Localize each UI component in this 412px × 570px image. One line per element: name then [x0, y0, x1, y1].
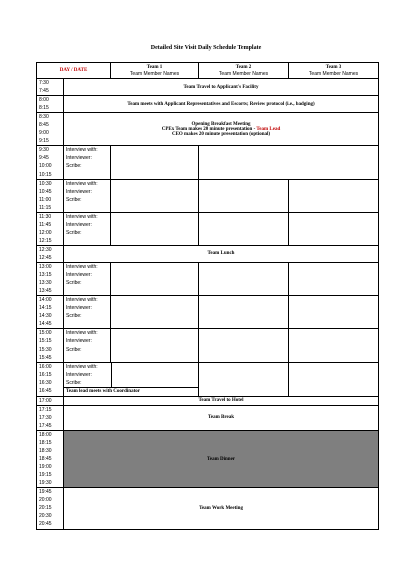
- time-block: 12:30 12:45: [37, 245, 64, 262]
- team-2-name: Team 2: [235, 64, 252, 70]
- team-1-cell[interactable]: [111, 179, 199, 212]
- time-block: 9:30 9:45 10:00 10:15: [37, 146, 64, 179]
- page-title: Detailed Site Visit Daily Schedule Template: [150, 45, 262, 51]
- team-1-cell[interactable]: [111, 212, 199, 245]
- time-block: 7:30 7:45: [37, 79, 64, 96]
- team-3-cell[interactable]: [289, 296, 379, 329]
- time-block: 17:00: [37, 396, 64, 405]
- team-3-cell[interactable]: [289, 212, 379, 245]
- team-2-cell[interactable]: [199, 296, 289, 329]
- team-2-cell[interactable]: [199, 329, 289, 362]
- breakfast-ceo: CEO makes 20 minute presentation (optional): [171, 131, 271, 137]
- team-1-name: Team 1: [146, 64, 163, 70]
- interview-slot[interactable]: Interview with: Interviewer: Scribe:: [64, 329, 111, 362]
- team-3-cell[interactable]: [289, 263, 379, 296]
- team-2-cell[interactable]: [199, 179, 289, 212]
- event-dinner: Team Dinner: [64, 430, 379, 487]
- time-block: 8:00 8:15: [37, 96, 64, 113]
- interview-slot[interactable]: Interview with: Interviewer: Scribe:: [64, 296, 111, 329]
- team-1-cell[interactable]: [111, 263, 199, 296]
- team-2-cell[interactable]: [199, 263, 289, 296]
- time-block: 13:00 13:15 13:30 13:45: [37, 263, 64, 296]
- schedule-table: [36, 62, 379, 530]
- event-travel-facility: Team Travel to Applicant's Facility: [64, 79, 379, 96]
- interview-slot[interactable]: Interview with: Interviewer: Scribe:: [64, 212, 111, 245]
- time-block: 8:30 8:45 9:00 9:15: [37, 113, 64, 146]
- team-2-header: [199, 63, 289, 79]
- interview-slot[interactable]: Interview with: Interviewer: Scribe:: [64, 263, 111, 296]
- time-block: 14:00 14:15 14:30 14:45: [37, 296, 64, 329]
- team-1-members: Team Member Names: [129, 70, 180, 77]
- time-block: 18:00 18:15 18:30 18:45 19:00 19:15 19:30: [37, 430, 64, 487]
- team-3-cell[interactable]: [289, 362, 379, 396]
- time-block: 11:30 11:45 12:00 12:15: [37, 212, 64, 245]
- team-3-header: [289, 63, 379, 79]
- team-2-cell[interactable]: [199, 212, 289, 245]
- time-block: 19:45 20:00 20:15 20:30 20:45: [37, 488, 64, 529]
- team-2-members: Team Member Names: [218, 70, 269, 77]
- team-3-members: Team Member Names: [308, 70, 359, 77]
- interview-slot[interactable]: Interview with: Interviewer: Scribe: Team lead meets with Coordinator: [64, 362, 199, 396]
- interview-slot[interactable]: Interview with: Interviewer: Scribe:: [64, 146, 111, 179]
- event-travel-hotel: Team Travel to Hotel: [64, 396, 379, 405]
- time-block: 15:00 15:15 15:30 15:45: [37, 329, 64, 362]
- time-block: 17:15 17:30 17:45: [37, 405, 64, 430]
- team-1-header: [111, 63, 199, 79]
- time-block: 10:30 10:45 11:00 11:15: [37, 179, 64, 212]
- event-applicant-meeting: Team meets with Applicant Representatives and Escorts; Review protocol (i.e., badging): [64, 96, 379, 113]
- time-block: 16:00 16:15 16:30 16:45: [37, 362, 64, 396]
- event-break: Team Break: [64, 405, 379, 430]
- team-1-cell[interactable]: [111, 329, 199, 362]
- team-3-cell[interactable]: [289, 179, 379, 212]
- event-work-meeting: Team Work Meeting: [64, 488, 379, 529]
- breakfast-cpex: CPEx Team makes 20 minute presentation - Team Lead: [161, 126, 281, 132]
- event-lunch: Team Lunch: [64, 245, 379, 262]
- team-2-3-cell[interactable]: [199, 146, 379, 179]
- team-3-name: Team 3: [325, 64, 342, 70]
- breakfast-title: Opening Breakfast Meeting: [191, 121, 251, 127]
- team-lead-highlight: Team Lead: [256, 126, 281, 132]
- team-1-cell[interactable]: [111, 146, 199, 179]
- event-breakfast: [64, 113, 379, 146]
- team-2-cell[interactable]: [199, 362, 289, 396]
- interview-slot[interactable]: Interview with: Interviewer: Scribe:: [64, 179, 111, 212]
- day-date-label: DAY / DATE: [37, 63, 111, 79]
- team-3-cell[interactable]: [289, 329, 379, 362]
- coordinator-meeting: Team lead meets with Coordinator: [64, 387, 198, 396]
- team-1-cell[interactable]: [111, 296, 199, 329]
